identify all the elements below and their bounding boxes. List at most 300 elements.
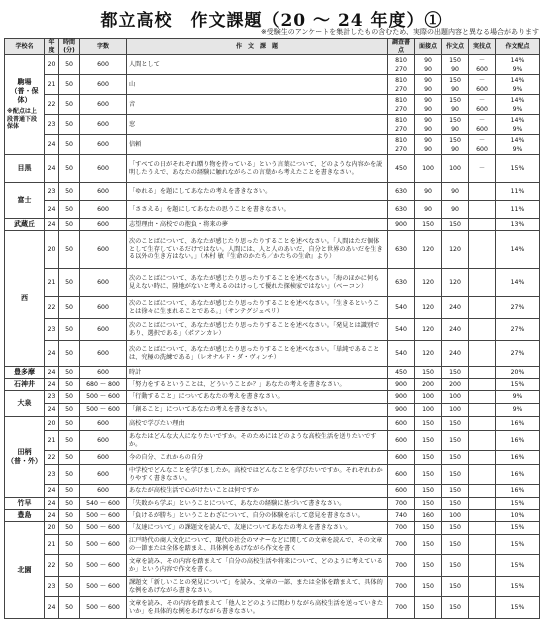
- essay-ratio: 15%: [510, 582, 525, 590]
- interview-score: 90: [424, 85, 432, 93]
- interview-score-cell: [415, 201, 442, 219]
- practical-score-cell: [469, 417, 496, 431]
- essay-ratio-cell: [496, 135, 540, 155]
- theme-cell: 今の自分、これからの自分: [127, 451, 388, 465]
- table-row: [5, 183, 540, 201]
- interview-score-cell: [415, 219, 442, 231]
- time-cell: 50: [59, 297, 80, 319]
- theme-cell: 「失敗から学ぶ」ということについて、あなたの経験に基づいて書きなさい。: [127, 498, 388, 510]
- practical-score-cell: [469, 431, 496, 451]
- interview-score: 120: [422, 245, 434, 253]
- report-score-cell: [388, 341, 415, 367]
- interview-score: 150: [422, 453, 434, 461]
- essay-score: 150: [449, 76, 461, 84]
- time-cell: 50: [59, 535, 80, 555]
- essay-score: 100: [449, 511, 461, 519]
- report-score-cell: [388, 297, 415, 319]
- essay-score-cell: [442, 379, 469, 391]
- essay-score-cell: [442, 404, 469, 417]
- essay-score: 90: [451, 105, 459, 113]
- report-score: 810: [395, 96, 407, 104]
- report-score-cell: [388, 417, 415, 431]
- chars-cell: 600: [80, 155, 127, 183]
- practical-score-cell: [469, 498, 496, 510]
- time-cell: 50: [59, 555, 80, 577]
- header-ratio: 作文配点: [496, 39, 540, 55]
- interview-score-cell: [415, 95, 442, 115]
- essay-ratio-cell: [496, 341, 540, 367]
- report-score-cell: [388, 231, 415, 269]
- table-row: [5, 135, 540, 155]
- practical-score-cell: [469, 115, 496, 135]
- interview-score: 90: [424, 76, 432, 84]
- interview-score: 150: [422, 487, 434, 495]
- table-row: [5, 95, 540, 115]
- essay-ratio-cell: [496, 555, 540, 577]
- essay-score: 150: [449, 540, 461, 548]
- theme-cell: 次のことばについて、あなたが感じたり思ったりすることを述べなさい。「発見とは識別であり、選択である」（ポアンカレ）: [127, 319, 388, 341]
- essay-ratio: 15%: [510, 561, 525, 569]
- theme-cell: 音: [127, 95, 388, 115]
- essay-score-cell: [442, 451, 469, 465]
- essay-score-cell: [442, 555, 469, 577]
- essay-ratio: 14%: [510, 245, 525, 253]
- essay-score-cell: [442, 115, 469, 135]
- practical-score-cell: [469, 319, 496, 341]
- essay-ratio: 14%: [510, 96, 525, 104]
- essay-score-cell: [442, 155, 469, 183]
- essay-ratio-cell: [496, 577, 540, 597]
- essay-ratio-cell: [496, 417, 540, 431]
- time-cell: 50: [59, 391, 80, 404]
- essay-ratio: 15%: [510, 380, 525, 388]
- essay-ratio: 10%: [510, 511, 525, 519]
- chars-cell: 500 ～ 600: [80, 535, 127, 555]
- school-name-cell: [5, 417, 45, 498]
- interview-score: 150: [422, 603, 434, 611]
- report-score: 270: [395, 85, 407, 93]
- report-score-cell: [388, 367, 415, 379]
- essay-ratio: 14%: [510, 76, 525, 84]
- time-cell: 50: [59, 510, 80, 522]
- theme-cell: 次のことばについて、あなたが感じたり思ったりすることを述べなさい。「単純であることは、究極の洗練である」（レオナルド・ダ・ヴィンチ）: [127, 341, 388, 367]
- essay-ratio: 15%: [510, 499, 525, 507]
- essay-ratio: 15%: [510, 603, 525, 611]
- essay-ratio: 16%: [510, 419, 525, 427]
- chars-cell: 600: [80, 417, 127, 431]
- practical-score-cell: [469, 367, 496, 379]
- time-cell: 50: [59, 597, 80, 619]
- report-score-cell: [388, 155, 415, 183]
- interview-score-cell: [415, 498, 442, 510]
- essay-score: 150: [449, 603, 461, 611]
- year-cell: 21: [45, 269, 59, 297]
- year-cell: 24: [45, 341, 59, 367]
- essay-ratio: 14%: [510, 56, 525, 64]
- essay-ratio: 14%: [510, 116, 525, 124]
- year-cell: 24: [45, 498, 59, 510]
- interview-score-cell: [415, 417, 442, 431]
- interview-score-cell: [415, 75, 442, 95]
- report-score: 600: [395, 436, 407, 444]
- interview-score-cell: [415, 297, 442, 319]
- essay-ratio-cell: [496, 465, 540, 485]
- practical-score-cell: [469, 341, 496, 367]
- header-school: 学校名: [5, 39, 45, 55]
- chars-cell: 600: [80, 219, 127, 231]
- chars-cell: 500 ～ 600: [80, 597, 127, 619]
- interview-score: 150: [422, 220, 434, 228]
- essay-score: 150: [449, 453, 461, 461]
- report-score-cell: [388, 391, 415, 404]
- school-name-cell: [5, 510, 45, 522]
- essay-score: 150: [449, 436, 461, 444]
- practical-score-cell: [469, 522, 496, 535]
- interview-score-cell: [415, 465, 442, 485]
- report-score: 540: [395, 349, 407, 357]
- chars-cell: 500 ～ 600: [80, 404, 127, 417]
- theme-cell: 「行動すること」についてあなたの考えを書きなさい。: [127, 391, 388, 404]
- practical-score-cell: [469, 269, 496, 297]
- report-score: 540: [395, 325, 407, 333]
- report-score: 600: [395, 487, 407, 495]
- school-name-cell: [5, 183, 45, 219]
- interview-score: 120: [422, 349, 434, 357]
- chars-cell: 600: [80, 115, 127, 135]
- practical-score-cell: [469, 379, 496, 391]
- essay-score: 90: [451, 145, 459, 153]
- essay-ratio-cell: [496, 297, 540, 319]
- essay-ratio: 27%: [510, 325, 525, 333]
- theme-cell: 山: [127, 75, 388, 95]
- essay-ratio-cell: [496, 535, 540, 555]
- essay-score: 90: [451, 85, 459, 93]
- report-score-cell: [388, 485, 415, 498]
- essay-ratio: 20%: [510, 368, 525, 376]
- year-cell: 24: [45, 219, 59, 231]
- essay-score: 100: [449, 164, 461, 172]
- essay-score-cell: [442, 201, 469, 219]
- interview-score-cell: [415, 522, 442, 535]
- essay-score-cell: [442, 431, 469, 451]
- practical-score-cell: [469, 577, 496, 597]
- theme-cell: 「友達について」の課題文を読んで、友達についてあなたの考えを書きなさい。: [127, 522, 388, 535]
- essay-ratio-cell: [496, 183, 540, 201]
- time-cell: 50: [59, 201, 80, 219]
- interview-score: 200: [422, 380, 434, 388]
- header-report: 調査書点: [388, 39, 415, 55]
- practical-score: －: [478, 116, 486, 124]
- school-name-cell: [5, 219, 45, 231]
- table-row: [5, 465, 540, 485]
- essay-score-cell: [442, 75, 469, 95]
- chars-cell: 600: [80, 431, 127, 451]
- theme-cell: 文章を読み、その内容を踏まえて「自分の高校生活や将来について、どのように考えているか」という内容で作文を書く。: [127, 555, 388, 577]
- time-cell: 50: [59, 231, 80, 269]
- essay-ratio-cell: [496, 155, 540, 183]
- time-cell: 50: [59, 498, 80, 510]
- essay-ratio: 9%: [512, 105, 523, 113]
- essay-ratio-cell: [496, 485, 540, 498]
- essay-score: 240: [449, 349, 461, 357]
- essay-score: 150: [449, 561, 461, 569]
- school-name: 田柄: [17, 448, 32, 457]
- header-essay: 作文点: [442, 39, 469, 55]
- essay-ratio-cell: [496, 522, 540, 535]
- practical-score-cell: [469, 597, 496, 619]
- chars-cell: 600: [80, 95, 127, 115]
- interview-score: 90: [424, 116, 432, 124]
- interview-score: 150: [422, 419, 434, 427]
- chars-cell: 600: [80, 485, 127, 498]
- interview-score: 90: [424, 125, 432, 133]
- essay-ratio: 16%: [510, 487, 525, 495]
- essay-score-cell: [442, 577, 469, 597]
- table-row: [5, 597, 540, 619]
- practical-score: －: [478, 136, 486, 144]
- year-cell: 20: [45, 55, 59, 75]
- essay-ratio-cell: [496, 597, 540, 619]
- table-row: [5, 577, 540, 597]
- year-cell: 22: [45, 95, 59, 115]
- time-cell: 50: [59, 431, 80, 451]
- interview-score: 90: [424, 56, 432, 64]
- table-row: [5, 115, 540, 135]
- theme-cell: あなたはどんな大人になりたいですか。そのためにはどのような高校生活を送りたいですか。: [127, 431, 388, 451]
- practical-score-cell: [469, 155, 496, 183]
- interview-score: 150: [422, 499, 434, 507]
- time-cell: 50: [59, 577, 80, 597]
- interview-score-cell: [415, 510, 442, 522]
- table-row: [5, 510, 540, 522]
- header-theme: 作 文 課 題: [127, 39, 388, 55]
- table-row: [5, 522, 540, 535]
- essay-ratio: 9%: [512, 406, 523, 414]
- theme-cell: あなたが高校生活で心がけたいことは何ですか: [127, 485, 388, 498]
- essay-score: 240: [449, 325, 461, 333]
- essay-score: 150: [449, 419, 461, 427]
- report-score-cell: [388, 465, 415, 485]
- report-score: 810: [395, 116, 407, 124]
- essay-ratio-cell: [496, 498, 540, 510]
- essay-score-cell: [442, 485, 469, 498]
- theme-cell: 高校で学びたい理由: [127, 417, 388, 431]
- year-cell: 23: [45, 577, 59, 597]
- report-score: 900: [395, 406, 407, 414]
- report-score: 810: [395, 76, 407, 84]
- chars-cell: 500 ～ 600: [80, 522, 127, 535]
- report-score: 810: [395, 56, 407, 64]
- chars-cell: 600: [80, 465, 127, 485]
- report-score-cell: [388, 535, 415, 555]
- interview-score: 120: [422, 325, 434, 333]
- year-cell: 23: [45, 319, 59, 341]
- school-name: 大泉: [17, 399, 32, 408]
- essay-ratio: 15%: [510, 524, 525, 532]
- report-score: 270: [395, 105, 407, 113]
- chars-cell: 600: [80, 319, 127, 341]
- theme-cell: 「ゆれる」を題にしてあなたの考えを書きなさい。: [127, 183, 388, 201]
- essay-score: 150: [449, 524, 461, 532]
- time-cell: 50: [59, 367, 80, 379]
- essay-ratio: 27%: [510, 349, 525, 357]
- chars-cell: 600: [80, 451, 127, 465]
- table-row: [5, 431, 540, 451]
- table-row: [5, 269, 540, 297]
- essay-ratio-cell: [496, 319, 540, 341]
- essay-score-cell: [442, 522, 469, 535]
- time-cell: 50: [59, 115, 80, 135]
- table-row: [5, 219, 540, 231]
- essay-score-cell: [442, 535, 469, 555]
- interview-score: 90: [424, 145, 432, 153]
- essay-ratio: 15%: [510, 540, 525, 548]
- practical-score: －: [478, 76, 486, 84]
- essay-score-cell: [442, 219, 469, 231]
- interview-score-cell: [415, 115, 442, 135]
- interview-score: 150: [422, 368, 434, 376]
- practical-score-cell: [469, 555, 496, 577]
- theme-cell: 次のことばについて、あなたが感じたり思ったりすることを述べなさい。「海のほかに何も見えない時に、陸地がないと考えるのはけっして優れた探検家ではない」（ベーコン）: [127, 269, 388, 297]
- school-name-cell: [5, 522, 45, 619]
- interview-score-cell: [415, 231, 442, 269]
- theme-cell: 中学校でどんなことを学びましたか。高校ではどんなことを学びたいですか。それぞれわかりやすく書きなさい。: [127, 465, 388, 485]
- theme-cell: 「すべての日がそれぞれ贈り物を持っている」という言葉について、どのような内容かを説明したうえで、あなたの経験に触れながらこの言葉から考えたことを書きなさい。: [127, 155, 388, 183]
- report-score: 810: [395, 136, 407, 144]
- table-row: [5, 498, 540, 510]
- time-cell: 50: [59, 417, 80, 431]
- interview-score-cell: [415, 367, 442, 379]
- report-score-cell: [388, 379, 415, 391]
- essay-score-cell: [442, 183, 469, 201]
- essay-ratio-cell: [496, 404, 540, 417]
- essay-score-cell: [442, 391, 469, 404]
- school-course: （普・保体）: [10, 86, 39, 104]
- essay-score: 150: [449, 56, 461, 64]
- chars-cell: 500 ～ 600: [80, 577, 127, 597]
- report-score: 700: [395, 540, 407, 548]
- time-cell: 50: [59, 269, 80, 297]
- essay-score-cell: [442, 231, 469, 269]
- year-cell: 24: [45, 367, 59, 379]
- practical-score: 600: [476, 125, 488, 133]
- year-cell: 24: [45, 510, 59, 522]
- theme-cell: 時計: [127, 367, 388, 379]
- report-score: 700: [395, 499, 407, 507]
- essay-ratio: 16%: [510, 470, 525, 478]
- interview-score: 120: [422, 278, 434, 286]
- year-cell: 22: [45, 555, 59, 577]
- score-note: ※配点は上段普通下段保体: [7, 108, 38, 131]
- essay-score: 150: [449, 470, 461, 478]
- report-score-cell: [388, 95, 415, 115]
- report-score: 900: [395, 380, 407, 388]
- interview-score: 150: [422, 470, 434, 478]
- essay-score-cell: [442, 135, 469, 155]
- time-cell: 50: [59, 465, 80, 485]
- header-year: 年度: [45, 39, 59, 55]
- table-row: [5, 75, 540, 95]
- school-name-cell: [5, 55, 45, 155]
- essay-score: 150: [449, 96, 461, 104]
- school-name-cell: [5, 498, 45, 510]
- table-row: [5, 341, 540, 367]
- interview-score: 150: [422, 540, 434, 548]
- table-row: [5, 535, 540, 555]
- essay-ratio: 14%: [510, 278, 525, 286]
- theme-cell: 課題文「新しいことの発見について」を読み、文章の一部、または全体を踏まえて、具体的な例をあげながら書きなさい。: [127, 577, 388, 597]
- report-score: 700: [395, 582, 407, 590]
- interview-score-cell: [415, 485, 442, 498]
- time-cell: 50: [59, 522, 80, 535]
- essay-ratio: 9%: [512, 145, 523, 153]
- time-cell: 50: [59, 319, 80, 341]
- chars-cell: 600: [80, 297, 127, 319]
- practical-score-cell: [469, 75, 496, 95]
- interview-score-cell: [415, 535, 442, 555]
- chars-cell: 600: [80, 341, 127, 367]
- table-row: [5, 319, 540, 341]
- practical-score-cell: [469, 485, 496, 498]
- essay-score: 200: [449, 380, 461, 388]
- interview-score: 90: [424, 105, 432, 113]
- year-cell: 24: [45, 404, 59, 417]
- essay-ratio-cell: [496, 75, 540, 95]
- school-name-cell: [5, 367, 45, 379]
- header-chars: 字数: [80, 39, 127, 55]
- practical-score-cell: [469, 465, 496, 485]
- essay-score: 150: [449, 368, 461, 376]
- report-score-cell: [388, 597, 415, 619]
- theme-cell: 人間として: [127, 55, 388, 75]
- school-name-cell: [5, 231, 45, 367]
- interview-score-cell: [415, 597, 442, 619]
- practical-score-cell: [469, 404, 496, 417]
- year-cell: 23: [45, 183, 59, 201]
- report-score-cell: [388, 555, 415, 577]
- year-cell: 24: [45, 135, 59, 155]
- theme-cell: 「努力をするということは、どういうことか？」あなたの考えを書きなさい。: [127, 379, 388, 391]
- year-cell: 24: [45, 597, 59, 619]
- interview-score: 90: [424, 187, 432, 195]
- theme-cell: 窓: [127, 115, 388, 135]
- time-cell: 50: [59, 341, 80, 367]
- report-score: 630: [395, 245, 407, 253]
- report-score-cell: [388, 75, 415, 95]
- interview-score-cell: [415, 431, 442, 451]
- theme-cell: 江戸時代の商人文化について、現代の社会のマナーなどに関しての文章を読んで、その文章の一節または全体を踏まえ、具体例をあげながら作文を書く: [127, 535, 388, 555]
- report-score-cell: [388, 451, 415, 465]
- table-row: [5, 404, 540, 417]
- practical-score: －: [478, 56, 486, 64]
- practical-score-cell: [469, 55, 496, 75]
- chars-cell: 600: [80, 183, 127, 201]
- theme-cell: 「創ること」についてあなたの考えを書きなさい。: [127, 404, 388, 417]
- essay-score: 90: [451, 125, 459, 133]
- report-score-cell: [388, 498, 415, 510]
- practical-score-cell: [469, 451, 496, 465]
- theme-cell: 「負けるが勝ち」ということわざについて、自分の体験を示して意見を書きなさい。: [127, 510, 388, 522]
- school-name: 石神井: [14, 380, 35, 389]
- essay-ratio-cell: [496, 451, 540, 465]
- year-cell: 20: [45, 417, 59, 431]
- chars-cell: 500 ～ 600: [80, 391, 127, 404]
- essay-score: 90: [451, 187, 459, 195]
- report-score-cell: [388, 219, 415, 231]
- essay-score: 150: [449, 582, 461, 590]
- essay-ratio-cell: [496, 391, 540, 404]
- report-score: 270: [395, 145, 407, 153]
